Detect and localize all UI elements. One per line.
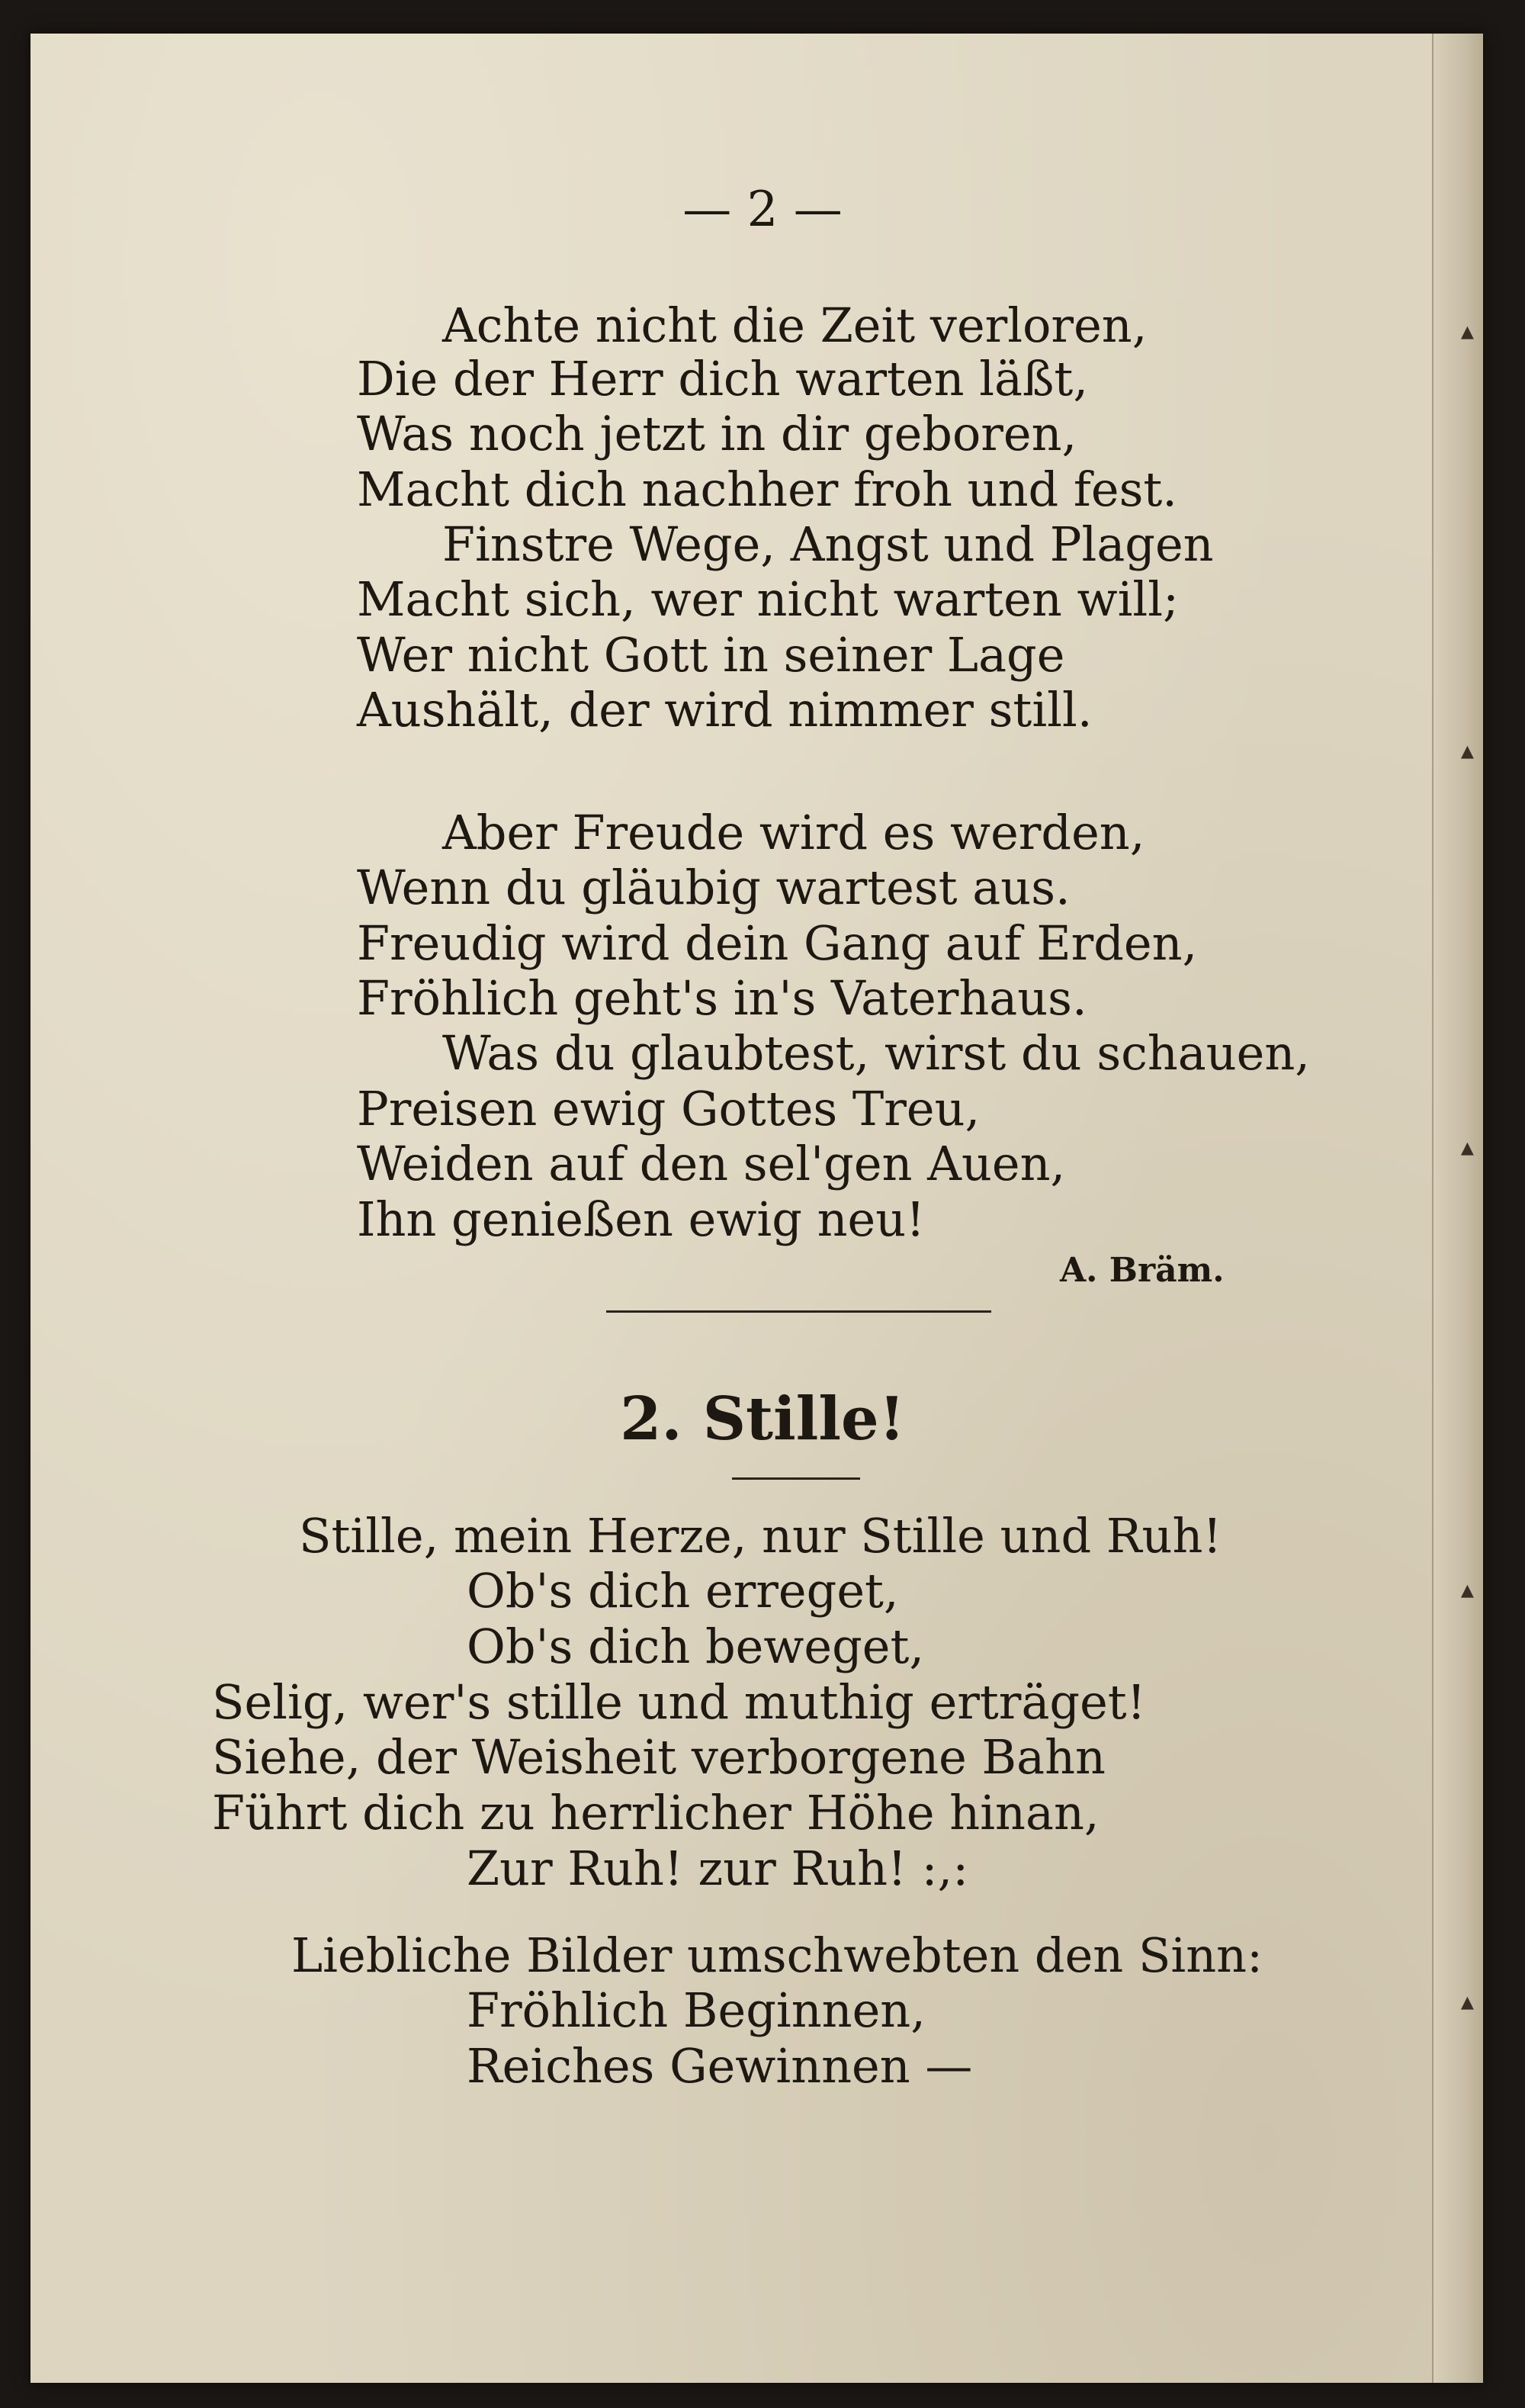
poem-line: Die der Herr dich warten läßt, (357, 351, 1089, 407)
poem-line: Fröhlich Beginnen, (467, 1982, 926, 2038)
poem-line: Liebliche Bilder umschwebten den Sinn: (291, 1927, 1263, 1983)
bleed-through-mark: ▴ (1460, 1132, 1474, 1162)
section-divider (606, 1310, 991, 1313)
next-page-edge (1432, 34, 1483, 2383)
poem-line: Ihn genießen ewig neu! (357, 1191, 926, 1247)
poem-line: Fröhlich geht's in's Vaterhaus. (357, 970, 1087, 1026)
poem-line: Macht dich nachher froh und fest. (357, 461, 1178, 517)
poem-line: Was du glaubtest, wirst du schauen, (442, 1025, 1311, 1081)
poem-title: 2. Stille! (620, 1384, 905, 1454)
poem-line: Was noch jetzt in dir geboren, (357, 406, 1077, 461)
poem-line: Führt dich zu herrlicher Höhe hinan, (212, 1785, 1100, 1841)
poem-line: Macht sich, wer nicht warten will; (357, 571, 1179, 627)
title-underline (732, 1477, 860, 1480)
poem-line: Finstre Wege, Angst und Plagen (442, 516, 1214, 572)
poem-line: Reiches Gewinnen — (467, 2038, 973, 2094)
bleed-through-mark: ▴ (1460, 1574, 1474, 1605)
poem-line: Zur Ruh! zur Ruh! :,: (467, 1841, 969, 1896)
bleed-through-mark: ▴ (1460, 316, 1474, 346)
poem-line: Weiden auf den sel'gen Auen, (357, 1136, 1066, 1191)
poem-line: Wer nicht Gott in seiner Lage (357, 627, 1065, 683)
bleed-through-mark: ▴ (1460, 735, 1474, 766)
page-number: — 2 — (682, 182, 843, 238)
poem-line: Selig, wer's stille und muthig erträget! (212, 1674, 1146, 1730)
poem-line: Achte nicht die Zeit verloren, (442, 297, 1148, 353)
poem-line: Freudig wird dein Gang auf Erden, (357, 915, 1198, 971)
poem-line: Stille, mein Herze, nur Stille und Ruh! (299, 1508, 1222, 1564)
bleed-through-mark: ▴ (1460, 1986, 1474, 2017)
poem-line: Siehe, der Weisheit verborgene Bahn (212, 1729, 1106, 1785)
poem-line: Ob's dich erreget, (467, 1563, 899, 1619)
poem-line: Aushält, der wird nimmer still. (357, 682, 1093, 738)
poem-line: Wenn du gläubig wartest aus. (357, 860, 1071, 915)
poem-line: Aber Freude wird es werden, (442, 805, 1145, 860)
poem-line: Ob's dich beweget, (467, 1619, 925, 1674)
poem-author: A. Bräm. (1060, 1251, 1225, 1290)
poem-line: Preisen ewig Gottes Treu, (357, 1081, 981, 1136)
